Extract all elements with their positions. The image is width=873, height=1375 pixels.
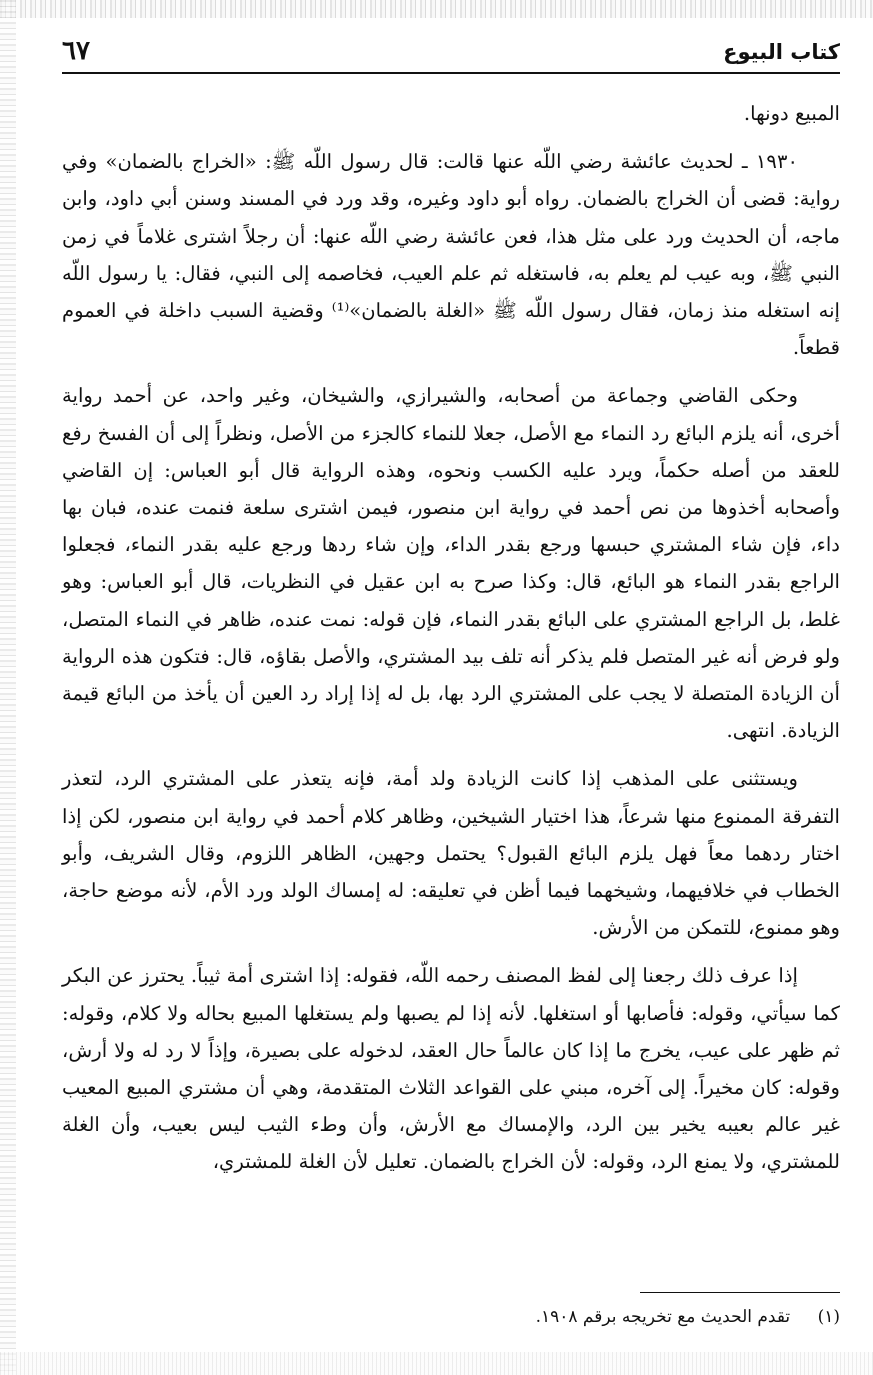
scan-edge-left xyxy=(0,0,16,1375)
page-number: ٦٧ xyxy=(62,36,90,66)
scan-edge-top xyxy=(0,0,873,18)
footnote-text: تقدم الحديث مع تخريجه برقم ١٩٠٨. xyxy=(535,1307,791,1327)
main-text xyxy=(62,95,840,1192)
scan-edge-bottom xyxy=(0,1352,873,1375)
page-header xyxy=(62,34,840,68)
header-rule xyxy=(62,72,840,74)
paragraph-hadith-1930: ١٩٣٠ ـ لحديث عائشة رضي اللّه عنها قالت: قال رسول اللّه ﷺ: «الخراج بالضمان» وفي رواية: قضى أن الخراج بالضمان. رواه أبو داود وغيره، وقد ورد في المسند وسنن أبي داود، وابن ماجه، أن الحديث ورد على مثل هذا، فعن عائشة رضي اللّه عنها: أن رجلاً اشترى غلاماً في زمن النبي ﷺ، وبه عيب لم يعلم به، فاستغله ثم علم العيب، فخاصمه إلى النبي، فقال: يا رسول اللّه إنه استغله منذ زمان، فقال رسول اللّه ﷺ «الغلة بالضمان»⁽¹⁾ وقضية السبب داخلة في العموم قطعاً. xyxy=(62,150,840,360)
paragraph-exception: ويستثنى على المذهب إذا كانت الزيادة ولد أمة، فإنه يتعذر على المشتري الرد، لتعذر التفرقة الممنوع منها شرعاً، هذا اختيار الشيخين، وظاهر كلام أحمد في رواية ابن منصور، لكن إذا اختار ردهما معاً فهل يلزم البائع القبول؟ يحتمل وجهين، الظاهر اللزوم، وقال الشريف، وأبو الخطاب في خلافيهما، وشيخهما فيما أظن في تعليقه: له إمساك الولد ورد الأم، لأنه موضع حاجة، وهو ممنوع، للتمكن من الأرش. xyxy=(62,767,840,940)
paragraph-continuation: المبيع دونها. xyxy=(743,102,840,125)
footnote-mark: (١) xyxy=(817,1307,840,1327)
footnote-rule xyxy=(640,1292,840,1293)
paragraph-qadi-narration: وحكى القاضي وجماعة من أصحابه، والشيرازي، والشيخان، وغير واحد، عن أحمد رواية أخرى، أنه يلزم البائع رد النماء مع الأصل، جعلا للنماء كالجزء من الأصل، ونظراً إلى أن الفسخ رفع للعقد من أصله حكماً، ويرد عليه الكسب ونحوه، وهذه الرواية قال أبو العباس: إن القاضي وأصحابه أخذوها من نص أحمد في رواية ابن منصور، فيمن اشترى سلعة فنمت عنده، فبان بها داء، فإن شاء المشتري حبسها ورجع بقدر الداء، وإن شاء ردها ورجع عليه بقدر النماء، فجعلوا الراجع بقدر النماء هو البائع، قال: وكذا صرح به ابن عقيل في النظريات، قال أبو العباس: وهو غلط، بل الراجع المشتري على البائع بقدر النماء، فإن قوله: نمت عنده، ظاهر في النماء المتصل، ولو فرض أنه غير المتصل فلم يذكر أنه تلف بيد المشتري، والأصل بقاؤه، قال: فتكون هذه الرواية أن الزيادة المتصلة لا يجب على المشتري الرد بها، بل له إذا إراد رد العين أن يأخذ من البائع قيمة الزيادة. انتهى. xyxy=(62,384,840,743)
footnote-item xyxy=(62,1304,840,1330)
book-title: كتاب البيوع xyxy=(723,40,840,64)
paragraph-author-text: إذا عرف ذلك رجعنا إلى لفظ المصنف رحمه اللّه، فقوله: إذا اشترى أمة ثيباً. يحترز عن البكر كما سيأتي، وقوله: فأصابها أو استغلها. لأنه إذا لم يصبها ولم يستغلها المبيع بحاله ولا كلام، وقوله: ثم ظهر على عيب، يخرج ما إذا كان عالماً حال العقد، لدخوله على بصيرة، وإذاً لا رد له ولا أرش، وقوله: كان مخيراً. إلى آخره، مبني على القواعد الثلاث المتقدمة، وهي أن مشتري المبيع المعيب غير عالم بعيبه يخير بين الرد، والإمساك مع الأرش، وأن وطء الثيب ليس بعيب، وأن الغلة للمشتري، ولا يمنع الرد، وقوله: لأن الخراج بالضمان. تعليل لأن الغلة للمشتري، xyxy=(62,964,840,1174)
footnotes xyxy=(62,1304,840,1330)
